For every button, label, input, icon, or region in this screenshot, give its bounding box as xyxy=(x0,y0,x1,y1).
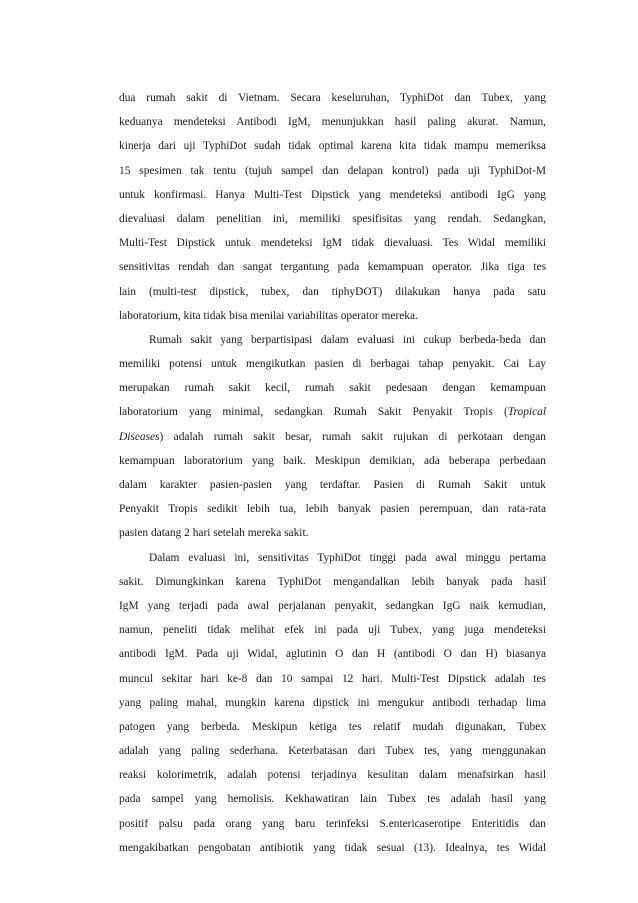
text-line: patogen yang berbeda. Meskipun ketiga tes relatif mudah digunakan, Tubex xyxy=(119,720,546,733)
text-line: namun, peneliti tidak melihat efek ini pada uji Tubex, yang juga mendeteksi xyxy=(119,624,546,637)
paragraph-end-line: laboratorium, kita tidak bisa menilai variabilitas operator mereka. xyxy=(119,309,418,322)
text-line: positif palsu pada orang yang baru terinfeksi S.entericaserotipe Enteritidis dan xyxy=(119,817,546,830)
text-line: mengakibatkan pengobatan antibiotik yang tidak sesuai (13). Idealnya, tes Widal xyxy=(119,841,546,854)
text-line: sakit. Dimungkinkan karena TyphiDot mengandalkan lebih banyak pada hasil xyxy=(119,575,546,588)
italic-term: Tropical xyxy=(507,406,546,419)
paragraph-start-line: Dalam evaluasi ini, sensitivitas TyphiDot tinggi pada awal minggu pertama xyxy=(149,551,546,564)
text-line: Multi-Test Dipstick untuk mendeteksi IgM tidak dievaluasi. Tes Widal memiliki xyxy=(119,237,546,250)
text-line: lain (multi-test dipstick, tubex, dan tiphyDOT) dilakukan hanya pada satu xyxy=(119,285,546,298)
text-line: reaksi kolorimetrik, adalah potensi terjadinya kesulitan dalam menafsirkan hasil xyxy=(119,769,546,782)
text-line: memiliki potensi untuk mengikutkan pasien di berbagai tahap penyakit. Cai Lay xyxy=(119,358,546,371)
text-line: 15 spesimen tak tentu (tujuh sampel dan delapan kontrol) pada uji TyphiDot-M xyxy=(119,164,546,177)
text-line: yang paling mahal, mungkin karena dipstick ini mengukur antibodi terhadap lima xyxy=(119,696,546,709)
text-line: Penyakit Tropis sedikit lebih tua, lebih banyak pasien perempuan, dan rata-rata xyxy=(119,503,546,516)
text-line: untuk konfirmasi. Hanya Multi-Test Dipstick yang mendeteksi antibodi IgG yang xyxy=(119,188,546,201)
paragraph-end-line: pasien datang 2 hari setelah mereka sakit. xyxy=(119,527,309,540)
italic-term: Diseases xyxy=(119,430,160,443)
text-line: sensitivitas rendah dan sangat tergantung pada kemampuan operator. Jika tiga tes xyxy=(119,261,546,274)
text-line xyxy=(119,425,546,449)
text-line: kinerja dari uji TyphiDot sudah tidak optimal karena kita tidak mampu memeriksa xyxy=(119,140,546,153)
text-line: pada sampel yang hemolisis. Kekhawatiran lain Tubex tes adalah hasil yang xyxy=(119,793,546,806)
text-line: antibodi IgM. Pada uji Widal, aglutinin O dan H (antibodi O dan H) biasanya xyxy=(119,648,546,661)
text-line: merupakan rumah sakit kecil, rumah sakit pedesaan dengan kemampuan xyxy=(119,382,546,395)
line-text-after: ) adalah rumah sakit besar, rumah sakit rujukan di perkotaan dengan xyxy=(159,430,546,443)
text-line: dievaluasi dalam penelitian ini, memiliki spesifisitas yang rendah. Sedangkan, xyxy=(119,212,546,225)
text-line: muncul sekitar hari ke-8 dan 10 sampai 12 hari. Multi-Test Dipstick adalah tes xyxy=(119,672,546,685)
text-line xyxy=(119,400,546,424)
text-line: kemampuan laboratorium yang baik. Meskipun demikian, ada beberapa perbedaan xyxy=(119,454,546,467)
text-line: dalam karakter pasien-pasien yang terdaftar. Pasien di Rumah Sakit untuk xyxy=(119,479,546,491)
line-text: laboratorium yang minimal, sedangkan Rumah Sakit Penyakit Tropis ( xyxy=(119,406,508,419)
text-line: adalah yang paling sederhana. Keterbatasan dari Tubex tes, yang menggunakan xyxy=(119,745,546,758)
text-line: IgM yang terjadi pada awal perjalanan penyakit, sedangkan IgG naik kemudian, xyxy=(119,599,546,612)
paragraph-start-line: Rumah sakit yang berpartisipasi dalam evaluasi ini cukup berbeda-beda dan xyxy=(149,333,546,346)
text-line: keduanya mendeteksi Antibodi IgM, menunjukkan hasil paling akurat. Namun, xyxy=(119,116,546,129)
text-line: dua rumah sakit di Vietnam. Secara keseluruhan, TyphiDot dan Tubex, yang xyxy=(119,92,546,104)
document-page xyxy=(119,86,546,860)
